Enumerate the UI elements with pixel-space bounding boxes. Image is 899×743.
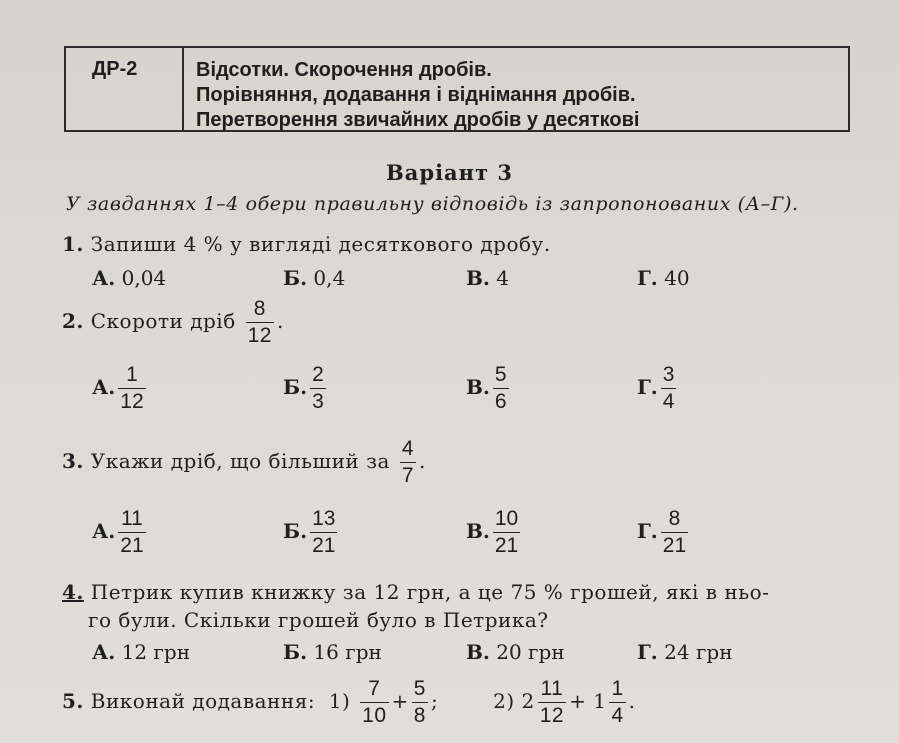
q2-option-d[interactable]: Г. $\frac{3}{4}$ [637,363,675,413]
question-4-number: 4. [62,580,84,604]
question-5: 5. Виконай додавання: 1) $\frac{7}{10}$ + $\frac{5}{8}$ ; 2) 2 $\frac{11}{12}$ + 1 $\frac{1}{4}$ . [62,677,636,727]
header-title-line-3: Перетворення звичайних дробів у десяткові [196,109,640,131]
header-title-line-2: Порівняння, додавання і віднімання дробів. [196,84,636,106]
q4-option-a[interactable]: А. 12 грн [92,640,191,664]
question-4 [62,580,769,604]
question-3-fraction: $\frac{4}{7}$ [401,437,414,487]
variant-title: Варіант 3 [386,160,513,185]
q4-option-d[interactable]: Г. 24 грн [637,640,733,664]
part-1-fraction-a: $\frac{7}{10}$ [362,677,387,727]
q3-option-d[interactable]: Г. $\frac{8}{21}$ [637,507,687,557]
header-title-line-1: Відсотки. Скорочення дробів. [196,59,492,81]
question-1 [62,232,551,256]
header-title [184,48,640,130]
question-3: 3. Укажи дріб, що більший за $\frac{4}{7}$ . [62,437,426,487]
q1-option-b[interactable]: Б. 0,4 [283,266,346,290]
part-1-label: 1) [328,689,351,713]
header-box [64,46,850,132]
question-4-line-2: го були. Скільки грошей було в Петрика? [88,608,549,632]
question-1-text: Запиши 4 % у вигляді десяткового дробу. [90,232,551,256]
q3-option-b[interactable]: Б. $\frac{13}{21}$ [283,507,336,557]
q1-option-d[interactable]: Г. 40 [637,266,690,290]
q3-option-c[interactable]: В. $\frac{10}{21}$ [466,507,519,557]
part-2-label: 2) [493,689,515,713]
q2-option-a[interactable]: А. $\frac{1}{12}$ [92,363,144,413]
q2-option-c[interactable]: В. $\frac{5}{6}$ [466,363,507,413]
q4-option-c[interactable]: В. 20 грн [466,640,565,664]
question-5-text: Виконай додавання: [90,689,316,713]
part-2-fraction-a: $\frac{11}{12}$ [539,677,565,727]
q1-option-c[interactable]: В. 4 [466,266,509,290]
question-2-text: Скороти дріб [90,309,236,333]
instruction-text: У завданнях 1–4 обери правильну відповідь із запропонованих (А–Г). [66,193,799,215]
work-code: ДР-2 [66,48,184,130]
question-3-text: Укажи дріб, що більший за [90,449,390,473]
q2-option-b[interactable]: Б. $\frac{2}{3}$ [283,363,324,413]
q4-option-b[interactable]: Б. 16 грн [283,640,382,664]
q3-option-a[interactable]: А. $\frac{11}{21}$ [92,507,144,557]
question-1-number: 1. [62,232,84,256]
question-4-line-1: Петрик купив книжку за 12 грн, а це 75 % грошей, які в ньо- [90,580,770,604]
question-2-fraction: $\frac{8}{12}$ [247,297,272,347]
part-2-fraction-b: $\frac{1}{4}$ [611,677,624,727]
question-2: 2. Скороти дріб $\frac{8}{12}$ . [62,297,284,347]
q1-option-a[interactable]: А. 0,04 [92,266,167,290]
part-1-fraction-b: $\frac{5}{8}$ [413,677,426,727]
